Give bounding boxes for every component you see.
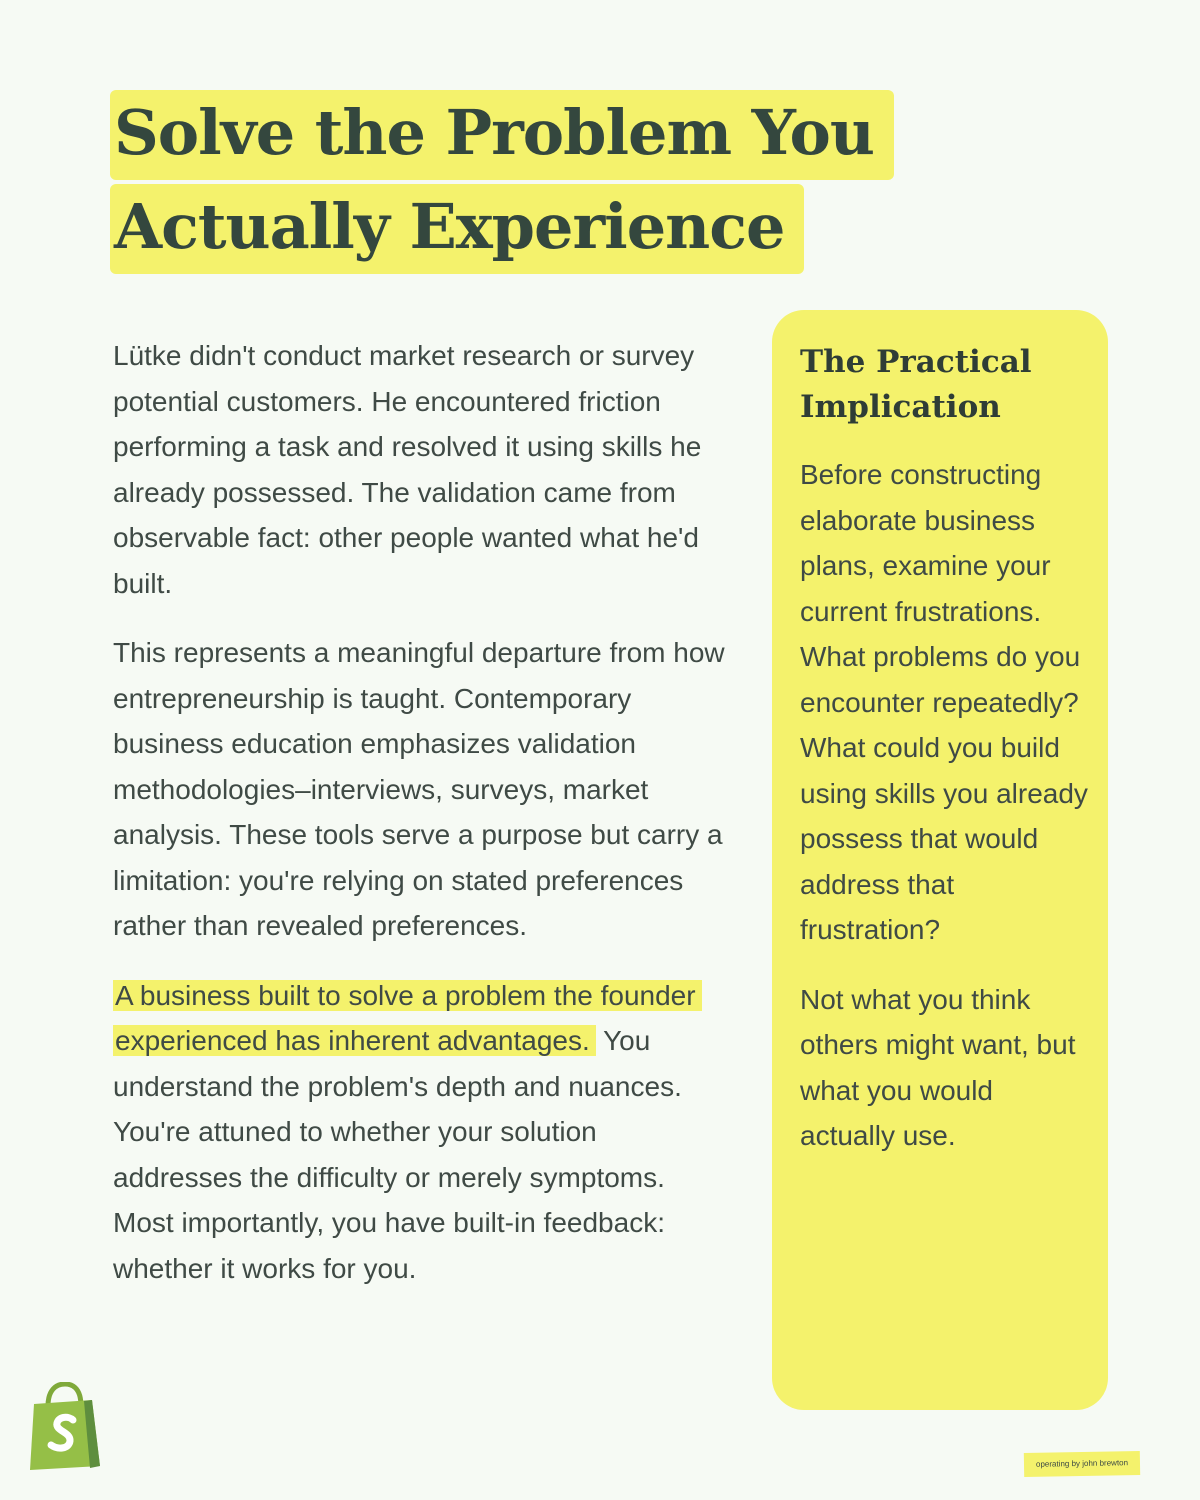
card-paragraph-1: Before constructing elaborate business plans, examine your current frustrations. What problems do you encounter repeatedly? What could you build using skills you already possess that would address that frustration? xyxy=(800,459,1088,945)
paragraph-3-rest: You understand the problem's depth and nuances. You're attuned to whether your solution addresses the difficulty or merely symptoms. Most importantly, you have built-in feedback: whether it works for you. xyxy=(113,1025,682,1284)
shopify-bag-icon xyxy=(26,1382,104,1472)
main-column xyxy=(113,333,733,1315)
practical-implication-card xyxy=(772,310,1108,1410)
card-paragraph-2: Not what you think others might want, but what you would actually use. xyxy=(800,983,1076,1151)
highlighted-text: A business built to solve a problem the founder experienced has inherent advantages. xyxy=(113,980,702,1057)
card-heading: The Practical Implication xyxy=(800,344,1032,425)
main-paragraph-2: This represents a meaningful departure from how entrepreneurship is taught. Contemporary business education emphasizes validation methodologies–interviews, surveys, market analysis. These tools serve a purpose but carry a limitation: you're relying on stated preferences rather than revealed preferences. xyxy=(113,637,725,941)
main-paragraph-3 xyxy=(113,973,733,1292)
title-line-1: Solve the Problem You xyxy=(110,90,894,180)
credit-tag: operating by john brewton xyxy=(1024,1451,1140,1477)
title-line-2: Actually Experience xyxy=(110,184,804,274)
main-paragraph-1: Lütke didn't conduct market research or survey potential customers. He encountered friction performing a task and resolved it using skills he already possessed. The validation came from observable fact: other people wanted what he'd built. xyxy=(113,340,702,599)
page-title xyxy=(110,90,1010,278)
